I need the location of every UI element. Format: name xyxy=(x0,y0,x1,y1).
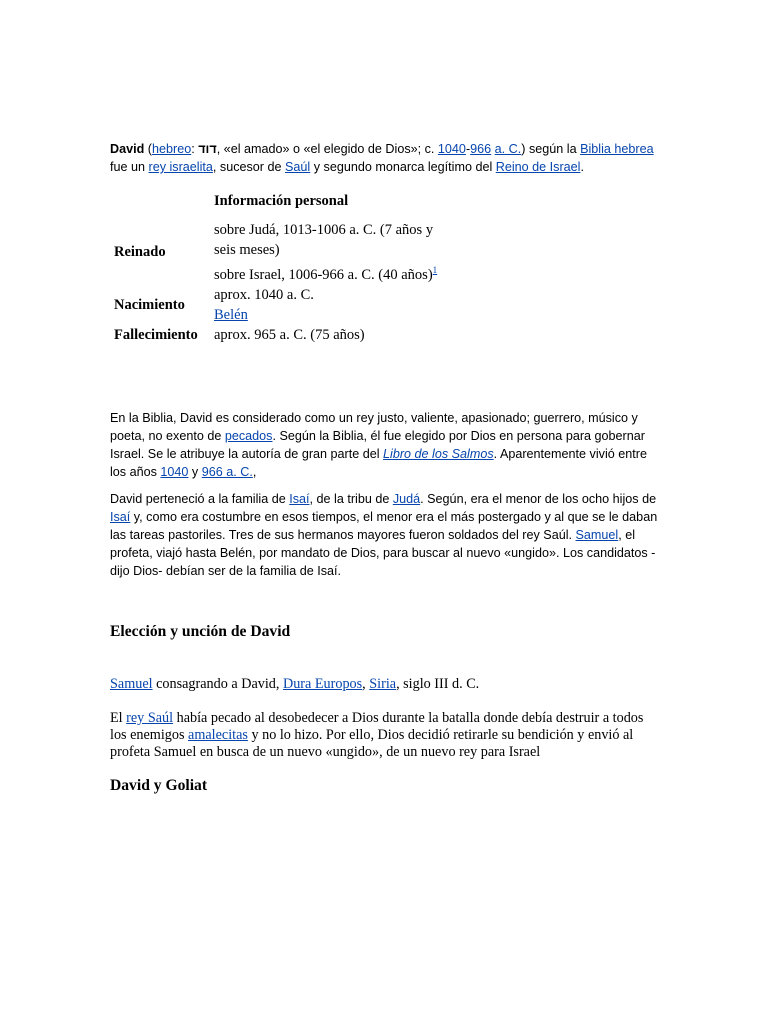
link-1040[interactable]: 1040 xyxy=(437,142,466,156)
paragraph-text: David perteneció a la familia de xyxy=(110,492,290,506)
hebrew-word: דוד xyxy=(198,142,217,156)
section-heading-goliat: David y Goliat xyxy=(110,777,208,794)
paragraph-text: El xyxy=(110,710,127,726)
paragraph-text: , el profeta, viajó hasta Belén, por mandato de Dios, para buscar al nuevo «ungido». Los candidatos -dijo Dios- debían ser de la familia de Isaí. xyxy=(110,528,656,578)
intro-text: : xyxy=(191,142,199,156)
paragraph-text: había pecado al desobedecer a Dios durante la batalla donde debía destruir a todos los enemigos xyxy=(110,710,644,743)
reinado-juda: sobre Judá, 1013-1006 a. C. (7 años y seis meses) xyxy=(214,222,434,258)
paragraph-biblia xyxy=(110,409,658,481)
link-pecados[interactable]: pecados xyxy=(224,429,273,443)
section-heading-eleccion: Elección y unción de David xyxy=(110,623,291,640)
link-biblia-hebrea[interactable]: Biblia hebrea xyxy=(580,142,654,156)
link-isai[interactable]: Isaí xyxy=(289,492,310,506)
link-ac[interactable]: a. C. xyxy=(494,142,522,156)
nacimiento-fecha: aprox. 1040 a. C. xyxy=(214,286,314,303)
intro-paragraph xyxy=(110,140,658,176)
link-libro-salmos[interactable]: Libro de los Salmos xyxy=(383,447,494,461)
link-juda[interactable]: Judá xyxy=(392,492,421,506)
link-reino-israel[interactable]: Reino de Israel xyxy=(495,160,581,174)
infobox-header: Información personal xyxy=(214,193,349,209)
infobox-table xyxy=(110,188,458,345)
link-samuel[interactable]: Samuel xyxy=(575,528,619,542)
intro-text: - xyxy=(465,142,471,156)
intro-text: ) según la xyxy=(521,142,581,156)
reference-link[interactable]: 1 xyxy=(432,265,438,275)
paragraph-text: , xyxy=(252,465,257,479)
reinado-israel-text: sobre Israel, 1006-966 a. C. (40 años) xyxy=(214,266,433,283)
intro-text: ( xyxy=(144,142,152,156)
intro-text: , sucesor de xyxy=(212,160,286,174)
link-saul[interactable]: Saúl xyxy=(285,160,311,174)
intro-text: y segundo monarca legítimo del xyxy=(310,160,496,174)
infobox-label-fallecimiento: Fallecimiento xyxy=(114,326,198,343)
paragraph-eleccion xyxy=(110,710,662,761)
caption-text: consagrando a David, xyxy=(152,676,283,692)
link-amalecitas[interactable]: amalecitas xyxy=(188,727,248,743)
paragraph-text: . Aparentemente vivió entre los años xyxy=(110,447,647,479)
link-966[interactable]: 966 xyxy=(470,142,492,156)
infobox-label-nacimiento: Nacimiento xyxy=(114,296,185,313)
infobox-value-fallecimiento: aprox. 965 a. C. (75 años) xyxy=(214,326,365,343)
link-samuel[interactable]: Samuel xyxy=(110,676,153,692)
intro-name: David xyxy=(110,142,145,156)
link-belen[interactable]: Belén xyxy=(214,306,248,323)
infobox-value-reinado xyxy=(210,220,458,285)
paragraph-text: , de la tribu de xyxy=(309,492,393,506)
link-966-ac[interactable]: 966 a. C. xyxy=(201,465,253,479)
link-rey-israelita[interactable]: rey israelita xyxy=(148,160,213,174)
image-caption xyxy=(110,676,658,693)
link-1040[interactable]: 1040 xyxy=(160,465,189,479)
paragraph-text: y xyxy=(188,465,202,479)
caption-text: , xyxy=(362,676,370,692)
intro-text: . xyxy=(580,160,584,174)
infobox-label-reinado: Reinado xyxy=(114,244,166,261)
intro-text: , «el amado» o «el elegido de Dios»; c. xyxy=(216,142,438,156)
paragraph-familia xyxy=(110,490,658,580)
intro-text: fue un xyxy=(110,160,149,174)
link-rey-saul[interactable]: rey Saúl xyxy=(126,710,174,726)
reinado-israel xyxy=(214,260,454,285)
link-siria[interactable]: Siria xyxy=(369,676,397,692)
link-hebreo[interactable]: hebreo xyxy=(152,142,192,156)
paragraph-text: y, como era costumbre en esos tiempos, el menor era el más postergado y al que se le daban las tareas pastoriles. Tres de sus hermanos mayores fueron soldados del rey Saúl. xyxy=(110,510,658,542)
paragraph-text: En la Biblia, David es considerado como un rey justo, valiente, apasionado; guerrero, músico y poeta, no exento de xyxy=(110,411,638,443)
caption-text: , siglo III d. C. xyxy=(396,676,480,692)
paragraph-text: . Según, era el menor de los ocho hijos de xyxy=(420,492,657,506)
infobox-value-nacimiento xyxy=(210,285,458,325)
link-isai[interactable]: Isaí xyxy=(110,510,131,524)
link-dura-europos[interactable]: Dura Europos xyxy=(282,676,363,692)
paragraph-text: y no lo hizo. Por ello, Dios decidió retirarle su bendición y envió al profeta Samuel en busca de un nuevo «ungido», de un nuevo rey para Israel xyxy=(110,727,634,760)
paragraph-text: . Según la Biblia, él fue elegido por Dios en persona para gobernar Israel. Se le atribuye la autoría de gran parte del xyxy=(110,429,645,461)
